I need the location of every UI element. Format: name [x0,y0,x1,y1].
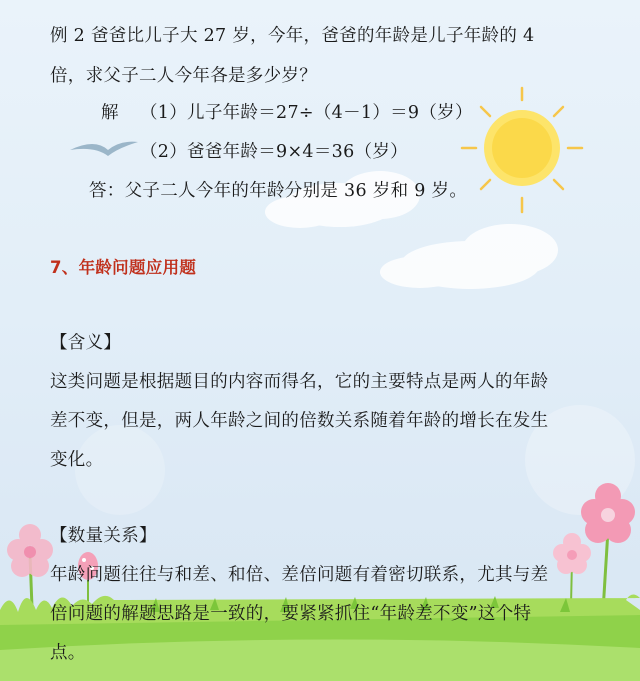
relation-heading: 【数量关系】 [50,526,157,546]
example-problem-line-1: 例 2 爸爸比儿子大 27 岁，今年，爸爸的年龄是儿子年龄的 4 [50,26,535,46]
solution-step-2: （2）爸爸年龄＝9×4＝36（岁） [140,142,408,162]
relation-line-1: 年龄问题往往与和差、和倍、差倍问题有着密切联系，尤其与差 [50,565,549,585]
relation-line-3: 点。 [50,643,86,663]
answer-line: 答：父子二人今年的年龄分别是 36 岁和 9 岁。 [89,181,468,201]
sun-icon [462,88,582,212]
meaning-line-1: 这类问题是根据题目的内容而得名，它的主要特点是两人的年龄 [50,372,549,392]
meaning-heading: 【含义】 [50,333,122,353]
section-title: 7、年龄问题应用题 [50,258,197,277]
solution-step-1: （1）儿子年龄＝27÷（4－1）＝9（岁） [140,103,473,123]
example-problem-line-2: 倍，求父子二人今年各是多少岁？ [50,66,317,86]
relation-line-2: 倍问题的解题思路是一致的，要紧紧抓住“年龄差不变”这个特 [50,604,532,624]
meaning-line-2: 差不变，但是，两人年龄之间的倍数关系随着年龄的增长在发生 [50,411,549,431]
meaning-line-3: 变化。 [50,450,104,470]
cloud-icon [380,224,558,289]
solution-label: 解 [101,103,119,123]
bird-icon [70,142,138,156]
